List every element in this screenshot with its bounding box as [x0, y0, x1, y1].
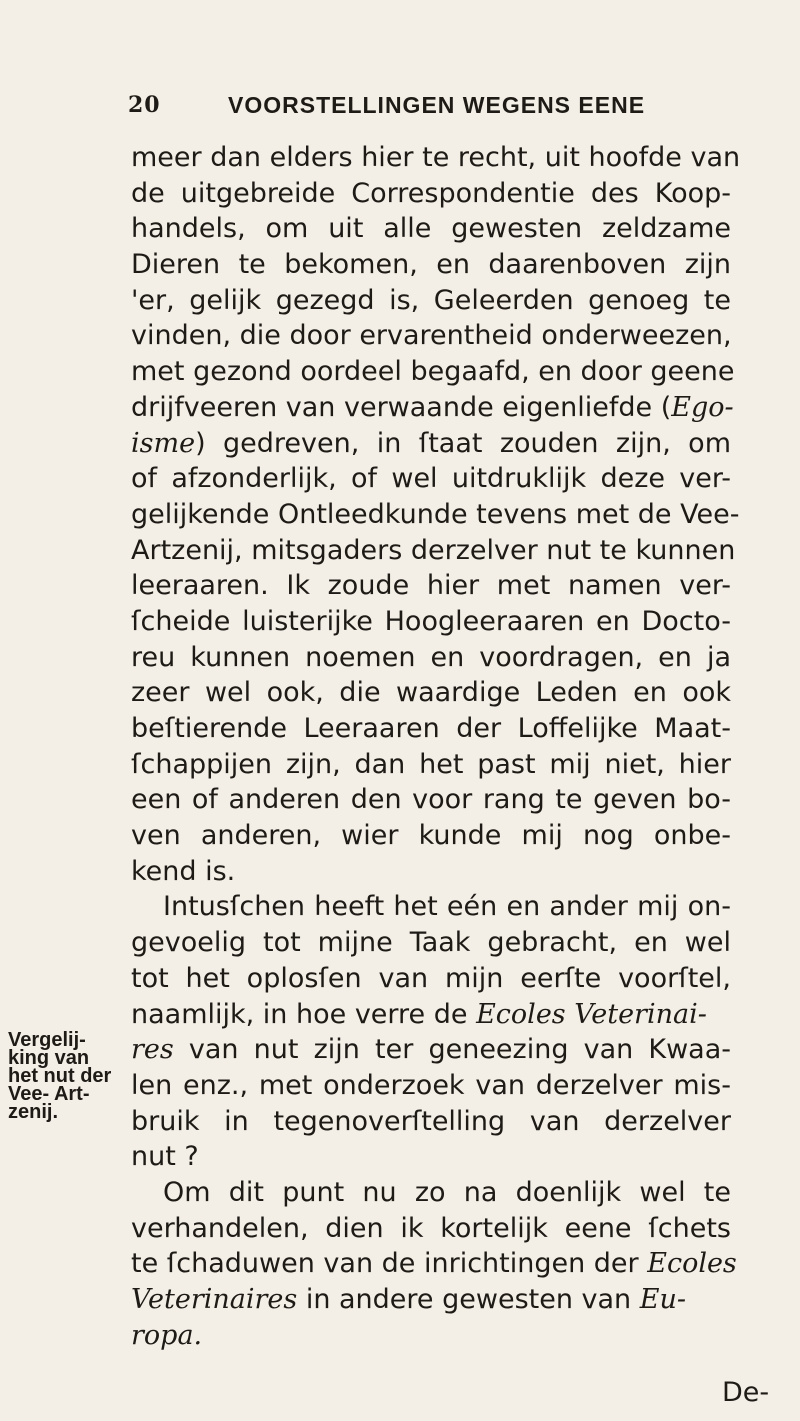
text-segment: naamlijk, in hoe verre de [131, 998, 477, 1030]
text-line: vinden, die door ervarentheid onderweezen, [131, 320, 732, 352]
text-line [131, 390, 734, 426]
text-line: handels, om uit alle gewesten zeldzame [131, 213, 731, 245]
text-line: met gezond oordeel begaafd, en door geene [131, 356, 735, 388]
margin-note-line: king van [8, 1047, 90, 1069]
margin-note-line: zenij. [8, 1101, 59, 1123]
margin-note-line: Vergelij- [8, 1029, 86, 1051]
body-text [131, 140, 741, 1353]
italic-term: Ecoles [647, 1248, 737, 1280]
text-line: ven anderen, wier kunde mij nog onbe- [131, 820, 731, 852]
text-line [131, 1246, 737, 1282]
text-line: gevoelig tot mijne Taak gebracht, en wel [131, 927, 731, 959]
text-line: ſchappijen zijn, dan het past mij niet, hier [131, 748, 731, 780]
text-segment: ) gedreven, in ſtaat zouden zijn, om [195, 427, 731, 459]
italic-term: Ego- [671, 391, 734, 423]
italic-term: Ecoles Veterinai- [476, 998, 707, 1030]
text-segment: in andere gewesten van [297, 1284, 640, 1315]
text-line [131, 997, 731, 1033]
text-segment: te ſchaduwen van de inrichtingen der [131, 1248, 648, 1280]
text-line: Om dit punt nu zo na doenlijk wel te [163, 1176, 731, 1208]
page-header [128, 92, 688, 126]
text-line: reu kunnen noemen en voordragen, en ja [131, 641, 731, 673]
text-line: verhandelen, dien ik kortelijk eene ſchets [131, 1212, 731, 1244]
page-number: 20 [128, 92, 161, 118]
text-line: tot het oplosſen van mijn eerſte voorſtel, [131, 962, 731, 994]
running-head: VOORSTELLINGEN WEGENS EENE [228, 92, 646, 118]
text-line: ſcheide luisterijke Hoogleeraaren en Docto- [131, 605, 731, 637]
text-line: een of anderen den voor rang te geven bo- [131, 784, 731, 816]
text-line: len enz., met onderzoek van derzelver mis- [131, 1069, 731, 1101]
text-line: zeer wel ook, die waardige Leden en ook [131, 677, 731, 709]
text-line: bruik in tegenoverſtelling van derzelver [131, 1105, 731, 1137]
text-segment: drijfveeren van verwaande eigenliefde ( [131, 391, 672, 423]
text-line [131, 1282, 731, 1318]
text-line: ropa. [131, 1319, 203, 1351]
text-line: meer dan elders hier te recht, uit hoofde van [131, 142, 741, 173]
text-segment: van nut zijn ter geneezing van Kwaa- [173, 1034, 731, 1066]
italic-term: isme [131, 427, 196, 459]
italic-term: res [131, 1034, 174, 1066]
text-line: leeraaren. Ik zoude hier met namen ver- [131, 570, 731, 602]
catchword: De- [722, 1377, 770, 1408]
text-line [131, 1032, 731, 1068]
text-line: beſtierende Leeraaren der Loffelijke Maat- [131, 713, 731, 744]
text-line: Intusſchen heeft het eén en ander mij on- [163, 891, 731, 923]
text-line: Artzenij, mitsgaders derzelver nut te kunnen [131, 534, 736, 566]
text-line: kend is. [131, 855, 236, 887]
margin-note [8, 1031, 126, 1121]
text-line: gelijkende Ontleedkunde tevens met de Vee- [131, 498, 740, 530]
text-line: nut ? [131, 1141, 199, 1173]
text-line [131, 426, 731, 462]
margin-note-line: Vee- Art- [8, 1083, 90, 1105]
text-line: 'er, gelijk gezegd is, Geleerden genoeg te [131, 284, 731, 316]
italic-term: Veterinaires [131, 1284, 298, 1315]
text-line: Dieren te bekomen, en daarenboven zijn [131, 249, 731, 281]
text-line: of afzonderlijk, of wel uitdruklijk deze ver- [131, 463, 731, 495]
text-line: de uitgebreide Correspondentie des Koop- [131, 177, 731, 209]
margin-note-line: het nut der [8, 1065, 112, 1087]
italic-term: Eu- [639, 1284, 686, 1315]
